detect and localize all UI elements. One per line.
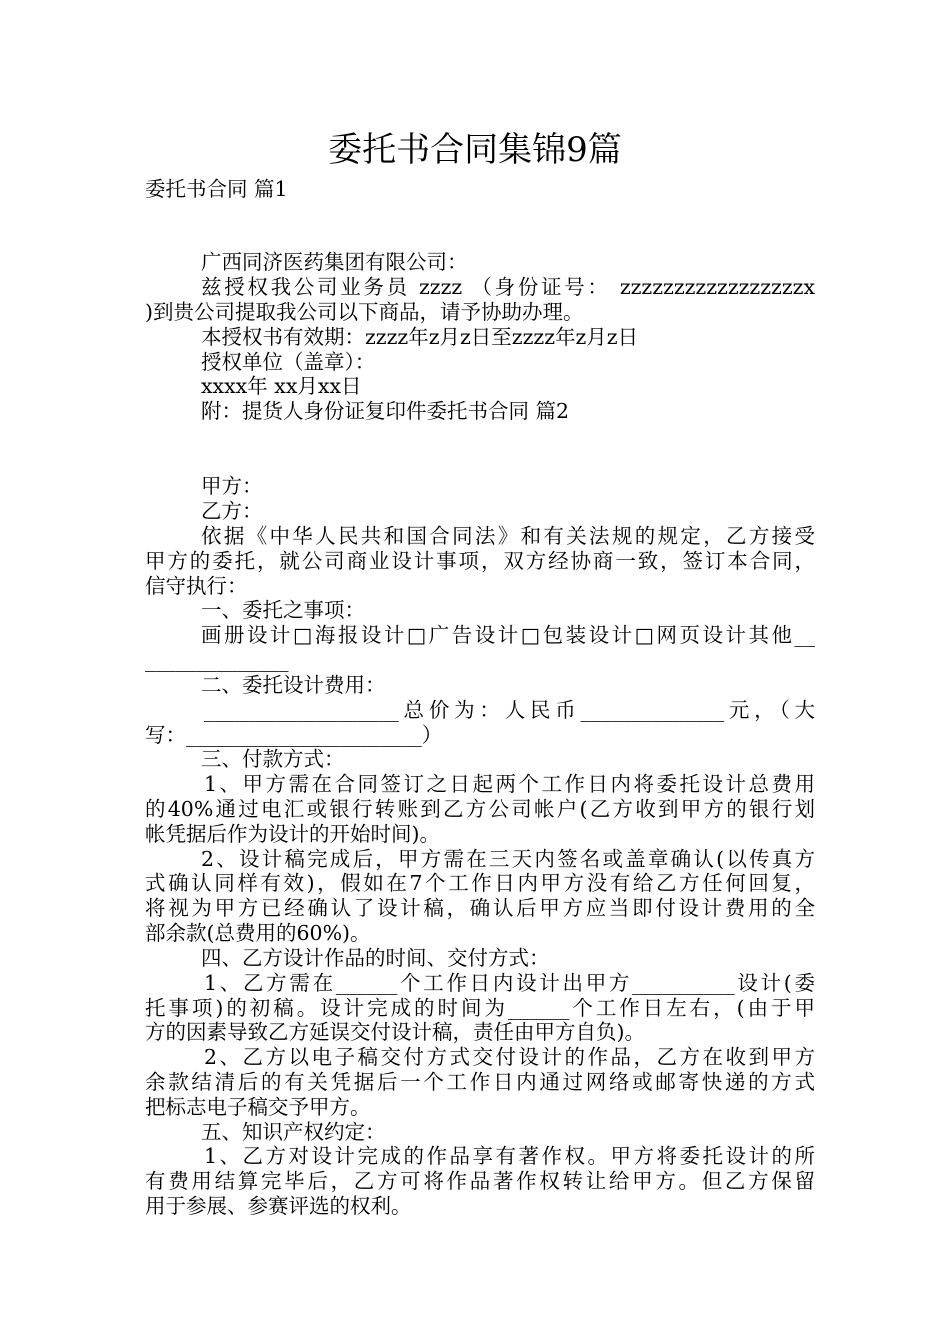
text-line: 1、乙方需在______个工作日内设计出甲方__________设计(委 — [204, 971, 815, 995]
text-line: ___________________总价为：人民币______________元，（大 — [204, 698, 815, 722]
text-line: 1、乙方对设计完成的作品享有著作权。甲方将委托设计的所 — [204, 1144, 815, 1168]
text-line: 依据《中华人民共和国合同法》和有关法规的规定，乙方接受 — [201, 524, 815, 548]
text-line: 兹授权我公司业务员 zzzz （身份证号： zzzzzzzzzzzzzzzzzx — [201, 275, 815, 299]
section-heading: 委托书合同 篇1 — [145, 177, 288, 201]
text-line: 将视为甲方已经确认了设计稿，确认后甲方应当即付设计费用的全 — [145, 896, 815, 920]
text-line: 余款结清后的有关凭据后一个工作日内通过网络或邮寄快递的方式 — [145, 1070, 815, 1094]
text-line: 式确认同样有效)，假如在7个工作日内甲方没有给乙方任何回复， — [145, 871, 815, 895]
text-line: 2、乙方以电子稿交付方式交付设计的作品，乙方在收到甲方 — [204, 1045, 815, 1069]
text-line: 本授权书有效期：zzzz年z月z日至zzzz年z月z日 — [201, 325, 639, 349]
text-line: 广西同济医药集团有限公司： — [201, 250, 468, 274]
text-line: 2、设计稿完成后，甲方需在三天内签名或盖章确认(以传真方 — [201, 847, 815, 871]
text-line: 的40%通过电汇或银行转账到乙方公司帐户(乙方收到甲方的银行划 — [145, 797, 815, 821]
text-line: 部余款(总费用的60%)。 — [145, 921, 371, 945]
text-line: 方的因素导致乙方延误交付设计稿，责任由甲方自负)。 — [145, 1020, 645, 1044]
text-line: 甲方的委托，就公司商业设计事项，双方经协商一致，签订本合同， — [145, 549, 815, 573]
text-line: 附：提货人身份证复印件委托书合同 篇2 — [201, 399, 570, 423]
text-line: 二、委托设计费用： — [201, 673, 386, 697]
text-line: 乙方： — [201, 499, 263, 523]
text-line: xxxx年 xx月xx日 — [201, 374, 362, 398]
text-line: 帐凭据后作为设计的开始时间)。 — [145, 822, 440, 846]
text-line: 托事项)的初稿。设计完成的时间为______个工作日左右，(由于甲 — [145, 996, 815, 1020]
text-line: 把标志电子稿交予甲方。 — [145, 1095, 371, 1119]
text-line: 画册设计□海报设计□广告设计□包装设计□网页设计其他__ — [201, 623, 815, 647]
text-line: 三、付款方式： — [201, 747, 345, 771]
text-line: 五、知识产权约定： — [201, 1120, 386, 1144]
blank-line: ______________ — [145, 648, 289, 672]
text-line: 信守执行： — [145, 574, 248, 598]
text-line: 一、委托之事项： — [201, 598, 365, 622]
text-line: 写：_______________________） — [145, 723, 443, 747]
text-line: 有费用结算完毕后，乙方可将作品著作权转让给甲方。但乙方保留 — [145, 1169, 815, 1193]
text-line: 甲方： — [201, 474, 263, 498]
text-line: 1、甲方需在合同签订之日起两个工作日内将委托设计总费用 — [204, 772, 815, 796]
text-line: 用于参展、参赛评选的权利。 — [145, 1194, 412, 1218]
document-title: 委托书合同集锦9篇 — [328, 130, 622, 170]
text-line: )到贵公司提取我公司以下商品，请予协助办理。 — [145, 300, 584, 324]
text-line: 授权单位（盖章）： — [201, 350, 376, 374]
text-line: 四、乙方设计作品的时间、交付方式： — [201, 946, 550, 970]
